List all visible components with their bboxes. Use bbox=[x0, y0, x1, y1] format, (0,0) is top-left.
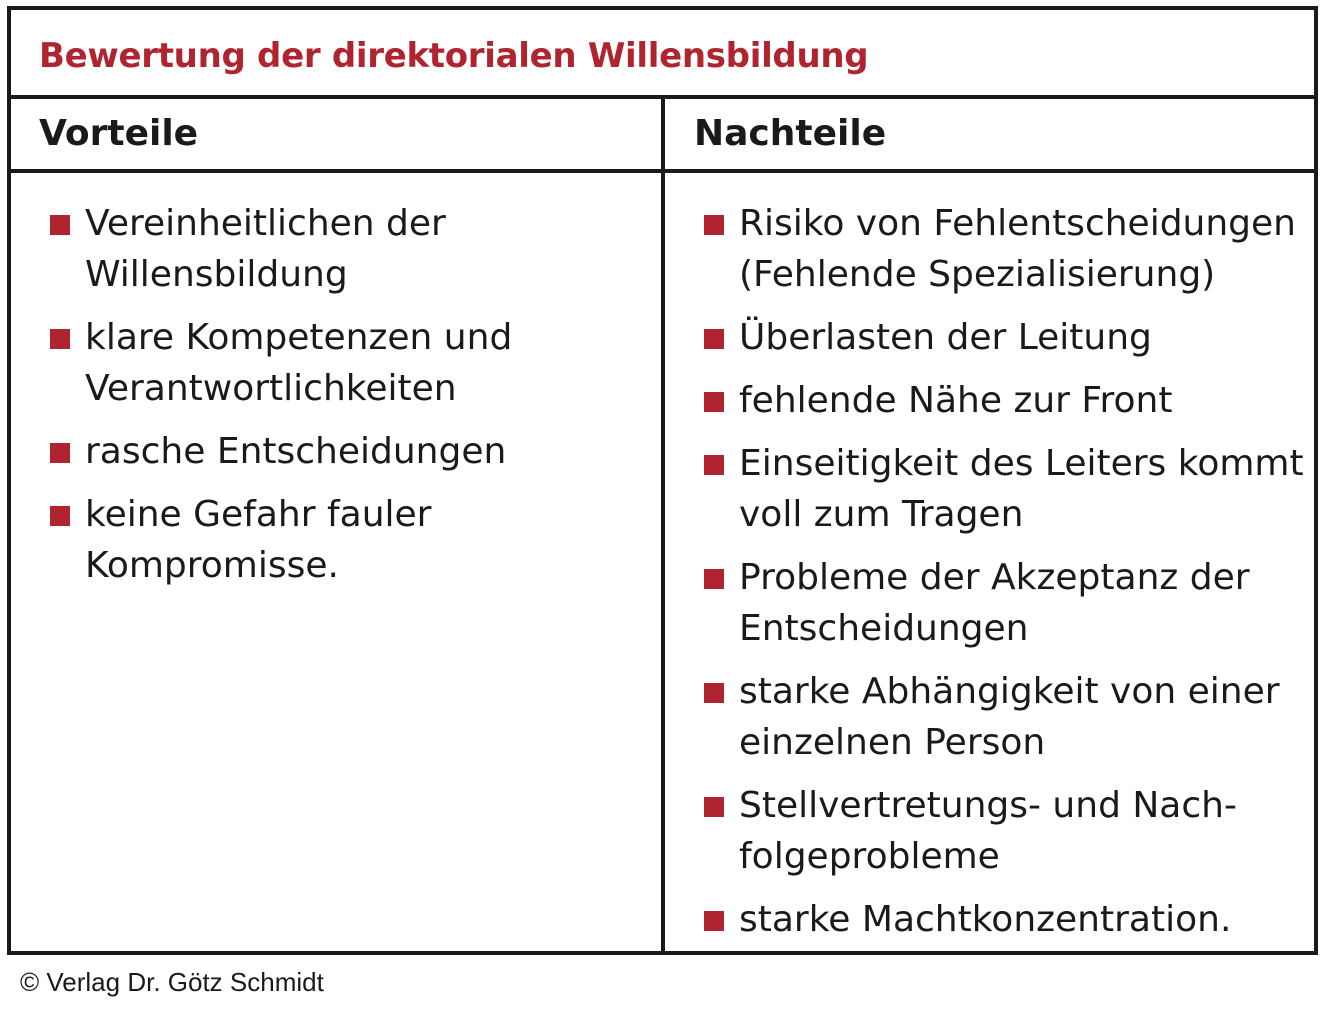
list-item-text: rasche Entscheidungen bbox=[85, 431, 507, 472]
list-item-text: klare Kompetenzen und Verantwortlichkeiten bbox=[85, 317, 513, 409]
advantages-list bbox=[47, 198, 647, 603]
table-title: Bewertung der direktorialen Willensbildung bbox=[39, 36, 869, 76]
disadvantages-list bbox=[701, 198, 1311, 957]
square-bullet-icon bbox=[704, 455, 724, 475]
list-item-text: Einseitigkeit des Leiters kommt voll zum Tragen bbox=[739, 443, 1304, 535]
list-item-text: Vereinheitlichen der Willensbildung bbox=[85, 203, 446, 295]
list-item bbox=[701, 375, 1311, 426]
square-bullet-icon bbox=[704, 392, 724, 412]
column-header-advantages: Vorteile bbox=[39, 113, 199, 154]
list-item-text: keine Gefahr fauler Kompromisse. bbox=[85, 494, 432, 586]
square-bullet-icon bbox=[50, 215, 70, 235]
list-item bbox=[47, 489, 647, 591]
list-item bbox=[701, 438, 1311, 540]
square-bullet-icon bbox=[704, 911, 724, 931]
comparison-table bbox=[7, 6, 1318, 955]
square-bullet-icon bbox=[50, 443, 70, 463]
list-item bbox=[701, 780, 1311, 882]
list-item-text: fehlende Nähe zur Front bbox=[739, 380, 1173, 421]
list-item-text: Risiko von Fehlentscheidungen (Fehlende Spezialisierung) bbox=[739, 203, 1296, 295]
list-item bbox=[701, 894, 1311, 945]
list-item bbox=[701, 312, 1311, 363]
square-bullet-icon bbox=[50, 329, 70, 349]
list-item bbox=[47, 312, 647, 414]
title-row bbox=[11, 10, 1314, 99]
list-item bbox=[701, 666, 1311, 768]
square-bullet-icon bbox=[704, 683, 724, 703]
list-item bbox=[701, 198, 1311, 300]
square-bullet-icon bbox=[704, 215, 724, 235]
square-bullet-icon bbox=[704, 797, 724, 817]
list-item bbox=[701, 552, 1311, 654]
column-divider bbox=[661, 99, 665, 951]
column-header-disadvantages: Nachteile bbox=[694, 113, 887, 154]
list-item bbox=[47, 426, 647, 477]
list-item-text: starke Abhängigkeit von einer einzelnen Person bbox=[739, 671, 1280, 763]
square-bullet-icon bbox=[704, 569, 724, 589]
list-item-text: Stellvertretungs- und Nach-folgeprobleme bbox=[739, 785, 1237, 877]
list-item-text: Probleme der Akzeptanz der Entscheidungen bbox=[739, 557, 1250, 649]
square-bullet-icon bbox=[704, 329, 724, 349]
square-bullet-icon bbox=[50, 506, 70, 526]
copyright-notice: © Verlag Dr. Götz Schmidt bbox=[20, 967, 324, 997]
list-item-text: starke Machtkonzentration. bbox=[739, 899, 1232, 940]
list-item-text: Überlasten der Leitung bbox=[739, 317, 1152, 358]
list-item bbox=[47, 198, 647, 300]
